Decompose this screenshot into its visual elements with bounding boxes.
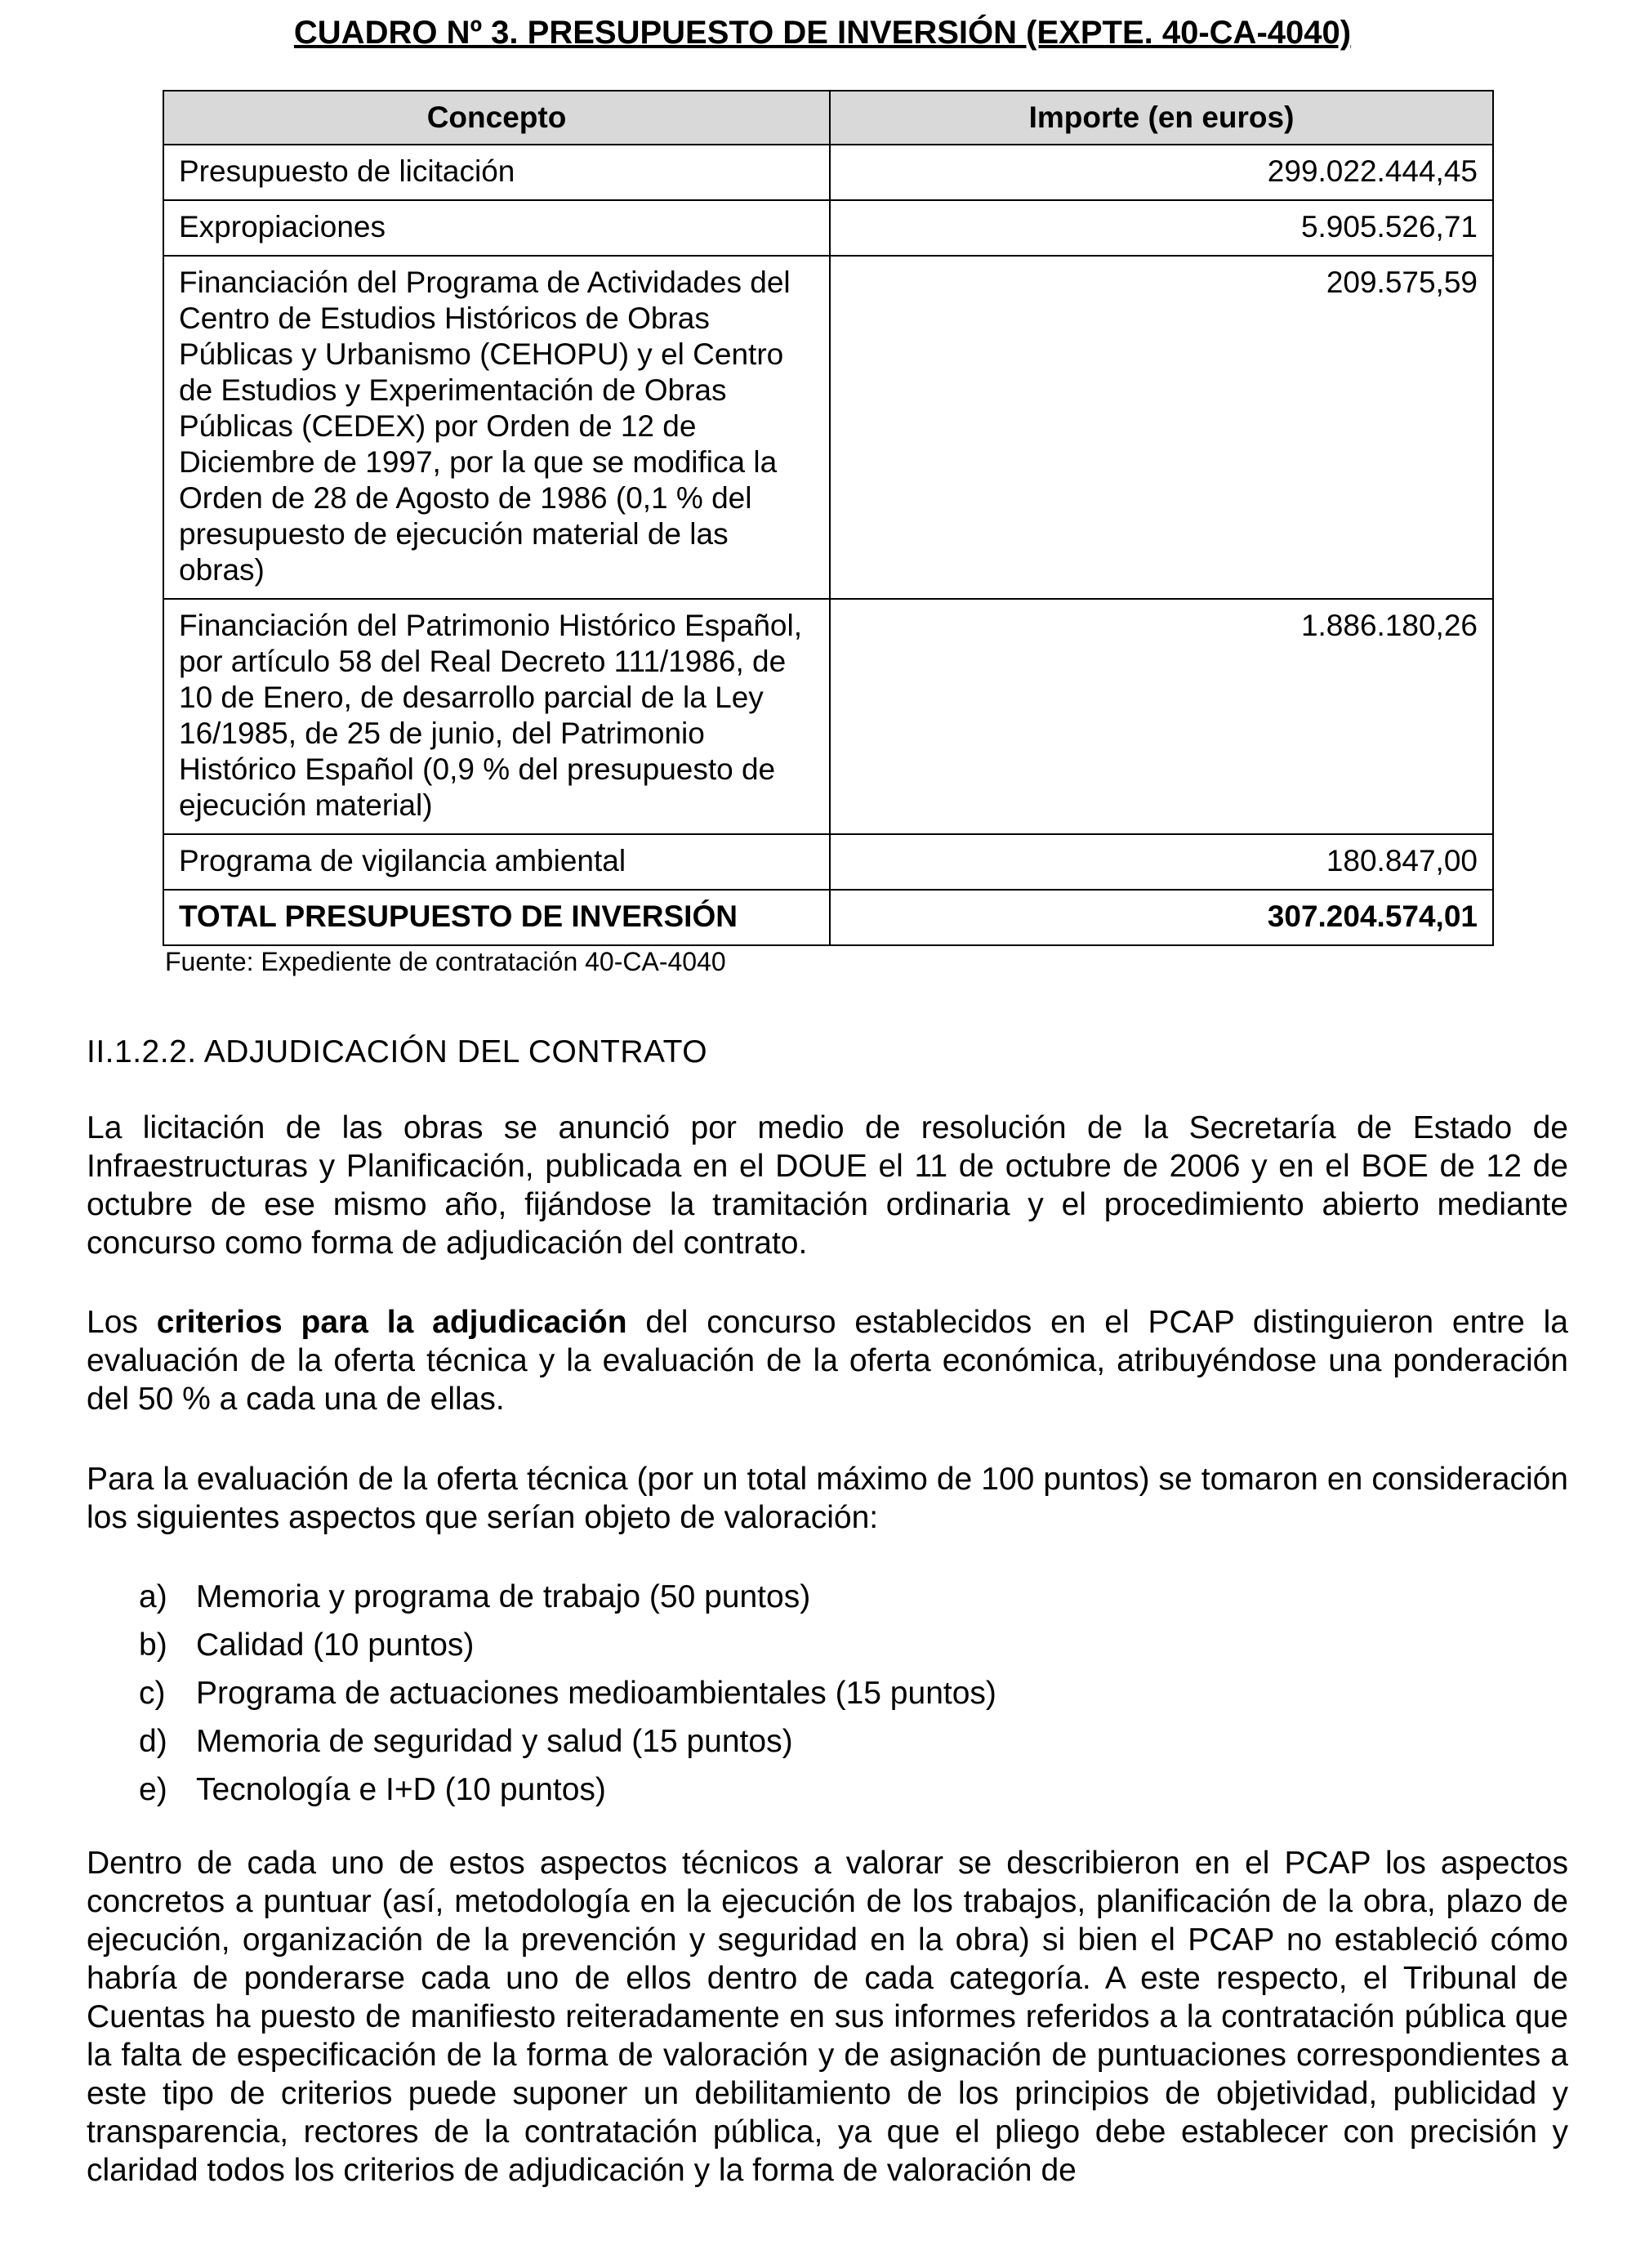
list-item-letter: d) (139, 1724, 167, 1759)
table-header-row (163, 91, 1493, 145)
list-item-letter: a) (139, 1579, 167, 1614)
row-concept: Programa de vigilancia ambiental (163, 834, 830, 890)
table-row (163, 145, 1493, 200)
list-item (139, 1573, 996, 1621)
row-concept: Financiación del Patrimonio Histórico Español, por artículo 58 del Real Decreto 111/1986, de 10 de Enero, de desarrollo parcial de la Ley 16/1985, de 25 de junio, del Patrimonio Histórico Español (0,9 % del presupuesto de ejecución material) (163, 599, 830, 834)
table-total-row (163, 890, 1493, 945)
table-source-note: Fuente: Expediente de contratación 40-CA-4040 (165, 947, 726, 976)
paragraph-criteria-weighting: Dentro de cada uno de estos aspectos técnicos a valorar se describieron en el PCAP los aspectos concretos a puntuar (así, metodología en la ejecución de los trabajos, planificación de la obra, plazo de ejecución, organización de la prevención y seguridad en la obra) si bien el PCAP no estableció cómo habría de ponderarse cada uno de ellos dentro de cada categoría. A este respecto, el Tribunal de Cuentas ha puesto de manifiesto reiteradamente en sus informes referidos a la contratación pública que la falta de especificación de la forma de valoración y de asignación de puntuaciones correspondientes a este tipo de criterios puede suponer un debilitamiento de los principios de objetividad, publicidad y transparencia, rectores de la contratación pública, ya que el pliego debe establecer con precisión y claridad todos los criterios de adjudicación y la forma de valoración de (87, 1846, 1568, 2188)
list-item-letter: b) (139, 1627, 167, 1663)
list-item (139, 1717, 996, 1766)
table-row (163, 200, 1493, 256)
row-amount: 209.575,59 (830, 256, 1493, 599)
criteria-list (139, 1573, 996, 1814)
list-item-text: Programa de actuaciones medioambientales (15 puntos) (196, 1676, 996, 1711)
row-concept: Presupuesto de licitación (163, 145, 830, 200)
row-amount: 299.022.444,45 (830, 145, 1493, 200)
total-amount: 307.204.574,01 (830, 890, 1493, 945)
row-concept: Financiación del Programa de Actividades del Centro de Estudios Históricos de Obras Públicas y Urbanismo (CEHOPU) y el Centro de Estudios y Experimentación de Obras Públicas (CEDEX) por Orden de 12 de Diciembre de 1997, por la que se modifica la Orden de 28 de Agosto de 1986 (0,1 % del presupuesto de ejecución material de las obras) (163, 256, 830, 599)
column-header-concept: Concepto (163, 91, 830, 145)
list-item-letter: e) (139, 1772, 167, 1807)
row-amount: 180.847,00 (830, 834, 1493, 890)
paragraph-text: del concurso establecidos en el PCAP distinguieron entre la evaluación de la oferta técnica y la evaluación de la oferta económica, atribuyéndose una ponderación del 50 % a cada una de ellas. (87, 1305, 1568, 1417)
table-title: CUADRO Nº 3. PRESUPUESTO DE INVERSIÓN (EXPTE. 40-CA-4040) (293, 15, 1352, 51)
total-concept: TOTAL PRESUPUESTO DE INVERSIÓN (163, 890, 830, 945)
table-row (163, 599, 1493, 834)
table-row (163, 834, 1493, 890)
row-concept: Expropiaciones (163, 200, 830, 256)
bold-term: criterios para la adjudicación (156, 1305, 627, 1340)
row-amount: 5.905.526,71 (830, 200, 1493, 256)
list-item (139, 1766, 996, 1814)
list-item-letter: c) (139, 1676, 166, 1711)
list-item-text: Memoria y programa de trabajo (50 puntos) (196, 1579, 811, 1614)
paragraph-tender-announcement: La licitación de las obras se anunció por medio de resolución de la Secretaría de Estado de Infraestructuras y Planificación, publicada en el DOUE el 11 de octubre de 2006 y en el BOE de 12 de octubre de ese mismo año, fijándose la tramitación ordinaria y el procedimiento abierto mediante concurso como forma de adjudicación del contrato. (87, 1110, 1568, 1261)
column-header-amount: Importe (en euros) (830, 91, 1493, 145)
list-item-text: Tecnología e I+D (10 puntos) (196, 1772, 606, 1807)
table-row (163, 256, 1493, 599)
list-item (139, 1621, 996, 1669)
paragraph-technical-evaluation: Para la evaluación de la oferta técnica (por un total máximo de 100 puntos) se tomaron en consideración los siguientes aspectos que serían objeto de valoración: (87, 1462, 1568, 1535)
list-item-text: Memoria de seguridad y salud (15 puntos) (196, 1724, 793, 1759)
row-amount: 1.886.180,26 (830, 599, 1493, 834)
list-item (139, 1669, 996, 1717)
budget-table (163, 90, 1494, 946)
section-heading: II.1.2.2. ADJUDICACIÓN DEL CONTRATO (87, 1034, 708, 1069)
paragraph-text: Los (87, 1305, 157, 1340)
paragraph-award-criteria (87, 1303, 1568, 1418)
list-item-text: Calidad (10 puntos) (196, 1627, 475, 1663)
